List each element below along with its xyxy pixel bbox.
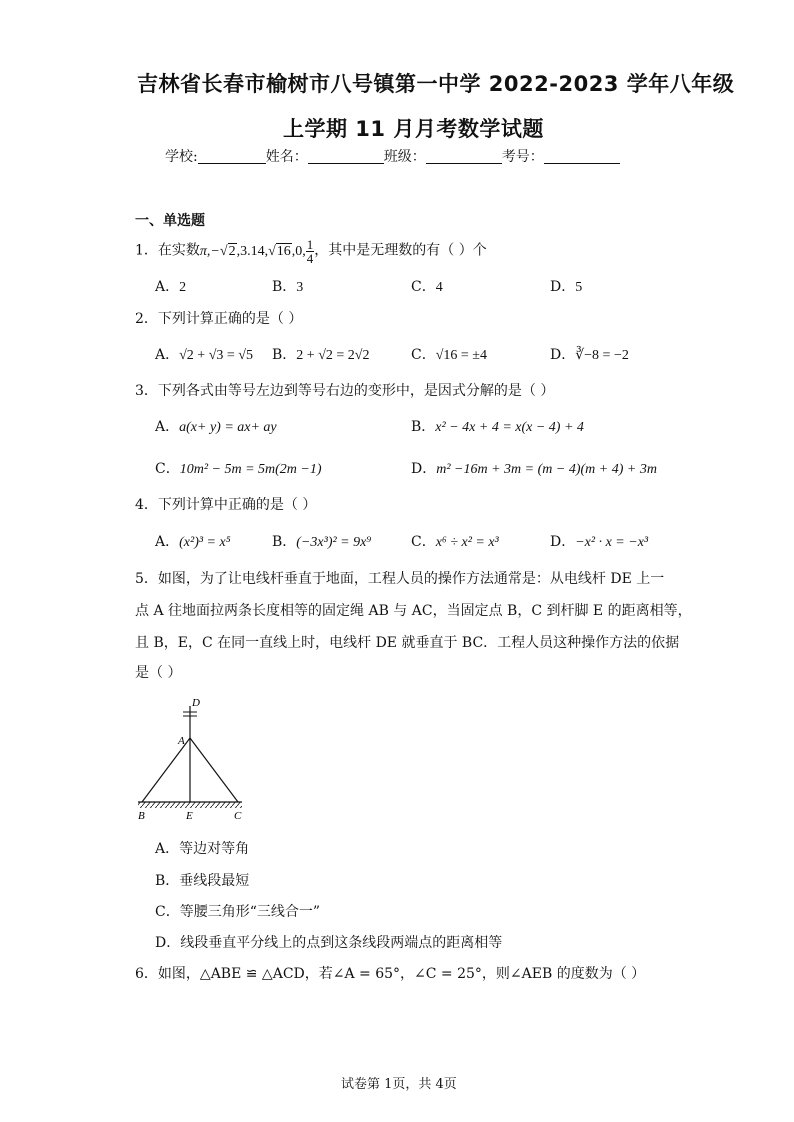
question-number: 3． [135, 383, 158, 399]
question-6-stem [135, 963, 645, 983]
utility-pole-figure [132, 692, 252, 824]
question-text: 如图，△ABE ≌ △ACD，若∠A = 65°，∠C = 25°，则∠AEB 的度数为（ ） [157, 966, 646, 982]
q5-option-c[interactable] [155, 901, 320, 921]
option-text: (−3x³)² = 9x⁹ [296, 535, 372, 550]
option-text: ∛−8 = −2 [575, 348, 629, 363]
section-heading: 一、单选题 [135, 213, 205, 229]
option-letter: D． [550, 279, 576, 295]
title-line-1: 吉林省长春市榆树市八号镇第一中学 2022-2023 学年八年级 [137, 72, 735, 96]
label-a: A [178, 735, 185, 747]
name-blank [308, 149, 384, 164]
option-text: √2 + √3 = √5 [179, 348, 253, 363]
question-number: 6． [135, 966, 158, 982]
option-text: 4 [435, 280, 443, 295]
option-text: √16 = ±4 [435, 348, 487, 363]
option-text: x⁶ ÷ x² = x³ [435, 535, 499, 550]
question-3-stem [135, 380, 554, 400]
label-c: C [234, 810, 242, 822]
student-info-row [165, 146, 620, 166]
option-letter: C． [411, 534, 436, 550]
question-text: 在实数 [157, 242, 200, 259]
ground-hatching [138, 802, 242, 808]
q4-option-d[interactable] [550, 531, 648, 551]
option-letter: A． [155, 279, 180, 295]
q2-option-c[interactable] [411, 344, 487, 364]
option-letter: D． [550, 534, 576, 550]
number-label: 考号： [501, 149, 544, 165]
option-letter: B． [272, 279, 297, 295]
option-text: 等边对等角 [179, 841, 250, 857]
question-5-line-3: 且 B，E，C 在同一直线上时，电线杆 DE 就垂直于 BC．工程人员这种操作方法的依据 [135, 635, 680, 651]
option-text: a(x+ y) = ax+ ay [179, 420, 277, 435]
option-letter: D． [550, 347, 576, 363]
option-text: (x²)³ = x⁵ [179, 535, 231, 550]
fraction-one-quarter: $\frac{1}{4}$ [306, 237, 314, 266]
option-text: 2 + √2 = 2√2 [296, 348, 370, 363]
option-letter: B． [272, 534, 297, 550]
option-text: −x² · x = −x³ [575, 535, 649, 550]
number-blank [544, 149, 620, 164]
q3-option-a[interactable] [155, 416, 277, 436]
school-label: 学校: [165, 149, 198, 165]
label-b: B [138, 810, 145, 822]
rope-ac [190, 738, 238, 802]
option-text: x² − 4x + 4 = x(x − 4) + 4 [435, 420, 584, 435]
option-text: 等腰三角形“三线合一” [179, 904, 321, 920]
q2-option-b[interactable] [272, 344, 369, 364]
option-letter: C． [155, 904, 180, 920]
question-5-stem [135, 568, 664, 588]
question-number: 2． [135, 311, 158, 327]
option-letter: D． [155, 935, 181, 951]
title-line-2: 上学期 11 月月考数学试题 [283, 117, 544, 141]
question-number: 1． [135, 242, 158, 259]
question-2-stem [135, 308, 302, 328]
school-blank [198, 149, 266, 164]
question-text: 下列计算正确的是（ ） [157, 311, 303, 327]
question-number: 4． [135, 497, 158, 513]
q4-option-a[interactable] [155, 531, 231, 551]
question-5-line-2: 点 A 往地面拉两条长度相等的固定绳 AB 与 AC，当固定点 B，C 到杆脚 E 的距离相等， [135, 603, 692, 619]
option-text: 线段垂直平分线上的点到这条线段两端点的距离相等 [180, 935, 503, 951]
option-letter: C． [411, 279, 436, 295]
option-text: 5 [575, 280, 583, 295]
q4-option-b[interactable] [272, 531, 371, 551]
question-text: 如图，为了让电线杆垂直于地面，工程人员的操作方法通常是：从电线杆 DE 上一 [157, 571, 665, 587]
option-letter: C． [411, 347, 436, 363]
option-letter: A． [155, 841, 180, 857]
label-e: E [186, 810, 193, 822]
option-letter: C． [155, 461, 180, 477]
q1-option-c[interactable] [411, 276, 443, 296]
rope-ab [142, 738, 190, 802]
option-letter: A． [155, 347, 180, 363]
question-text: ，其中是无理数的有（ ）个 [314, 242, 487, 259]
q1-option-b[interactable] [272, 276, 303, 296]
option-letter: D． [411, 461, 437, 477]
name-label: 姓名： [265, 149, 308, 165]
class-label: 班级： [383, 149, 426, 165]
q5-option-a[interactable] [155, 838, 249, 858]
q5-option-d[interactable] [155, 932, 502, 952]
option-text: 3 [296, 280, 304, 295]
q3-option-b[interactable] [411, 416, 584, 436]
option-letter: B． [155, 873, 180, 889]
q1-option-a[interactable] [155, 276, 186, 296]
class-blank [426, 149, 502, 164]
option-text: 垂线段最短 [179, 873, 250, 889]
q3-option-c[interactable] [155, 458, 322, 478]
option-letter: B． [272, 347, 297, 363]
q1-option-d[interactable] [550, 276, 582, 296]
option-text: m² −16m + 3m = (m − 4)(m + 4) + 3m [436, 462, 657, 477]
question-5-line-4: 是（ ） [135, 665, 182, 681]
option-letter: A． [155, 419, 180, 435]
q4-option-c[interactable] [411, 531, 499, 551]
option-letter: A． [155, 534, 180, 550]
q2-option-a[interactable] [155, 344, 253, 364]
question-text: 下列计算中正确的是（ ） [157, 497, 317, 513]
question-number: 5． [135, 571, 158, 587]
question-1-stem [135, 238, 487, 272]
option-text: 10m² − 5m = 5m(2m −1) [179, 462, 322, 477]
page-footer: 试卷第 1页，共 4页 [341, 1077, 457, 1092]
question-text: 下列各式由等号左边到等号右边的变形中，是因式分解的是（ ） [157, 383, 555, 399]
label-d: D [192, 697, 200, 709]
option-letter: B． [411, 419, 436, 435]
q2-option-d[interactable] [550, 344, 629, 364]
q5-option-b[interactable] [155, 870, 249, 890]
question-1-math: π,−√2,3.14,√16,0, $\frac{1}{4}$ [199, 237, 314, 266]
q3-option-d[interactable] [411, 458, 657, 478]
question-4-stem [135, 494, 316, 514]
option-text: 2 [179, 280, 187, 295]
